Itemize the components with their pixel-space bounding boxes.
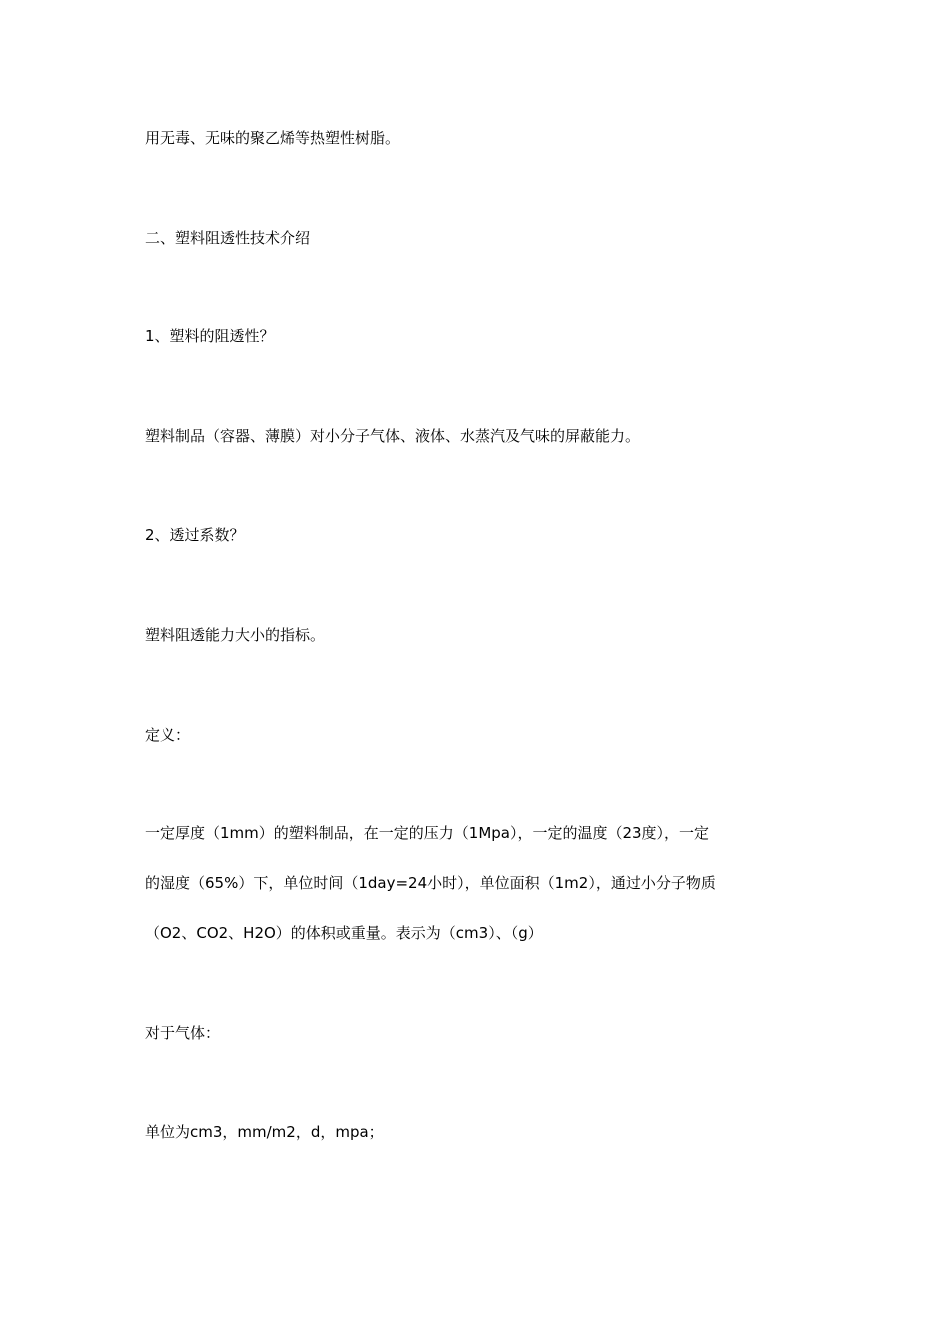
label-for-gases: 对于气体： <box>145 1024 221 1042</box>
paragraph-coefficient-indicator: 塑料阻透能力大小的指标。 <box>145 626 326 644</box>
paragraph-barrier-definition: 塑料制品（容器、薄膜）对小分子气体、液体、水蒸汽及气味的屏蔽能力。 <box>145 427 641 445</box>
definition-line-1: 一定厚度（1mm）的塑料制品，在一定的压力（1Mpa），一定的温度（23度），一定 <box>145 824 710 842</box>
definition-line-2: 的湿度（65%）下，单位时间（1day=24小时），单位面积（1m2），通过小分子物质 <box>145 874 716 892</box>
paragraph-resin-note: 用无毒、无味的聚乙烯等热塑性树脂。 <box>145 129 401 147</box>
paragraph-gas-units: 单位为cm3，mm/m2，d，mpa； <box>145 1123 384 1141</box>
definition-line-3: （O2、CO2、H2O）的体积或重量。表示为（cm3）、（g） <box>145 924 543 942</box>
label-definition: 定义： <box>145 726 191 744</box>
section-heading-barrier-tech: 二、塑料阻透性技术介绍 <box>145 229 311 247</box>
subheading-barrier-property: 1、塑料的阻透性？ <box>145 327 275 345</box>
subheading-permeability-coefficient: 2、透过系数？ <box>145 526 245 544</box>
